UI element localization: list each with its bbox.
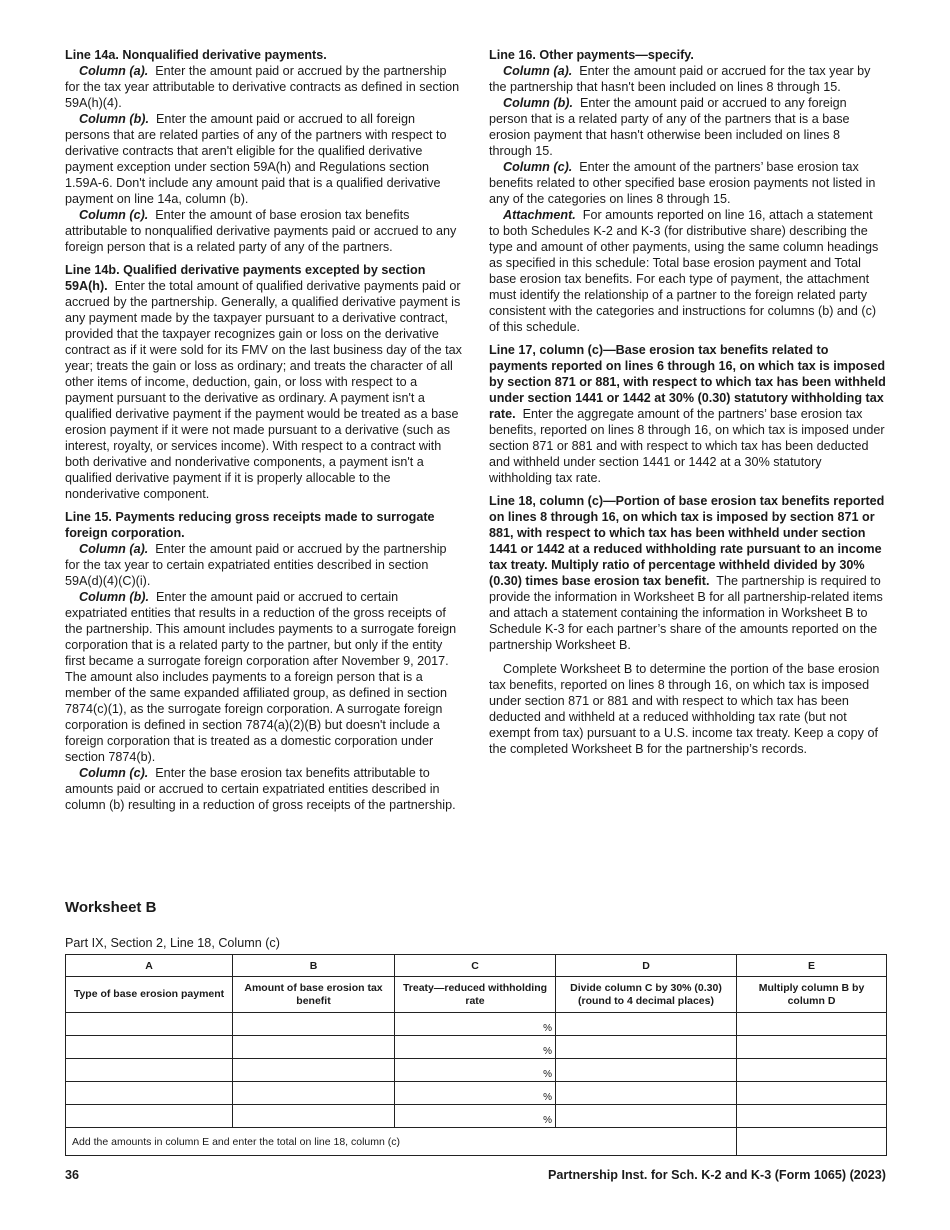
line-16-section bbox=[489, 47, 886, 335]
column-header: Divide column C by 30% (0.30) (round to 4 decimal places) bbox=[556, 977, 737, 1013]
tax-benefit-cell[interactable] bbox=[233, 1036, 395, 1059]
column-letter: A bbox=[66, 955, 233, 977]
right-column bbox=[489, 47, 886, 764]
line-16-col-a: Column (a). Enter the amount paid or accrued for the tax year by the partnership that hasn't been included on lines 8 through 15. bbox=[489, 64, 871, 94]
column-header: Treaty—reduced withholding rate bbox=[395, 977, 556, 1013]
worksheet-header-row bbox=[66, 977, 887, 1013]
line-17-paragraph: Line 17, column (c)—Base erosion tax benefits related to payments reported on lines 6 through 16, on which tax is imposed by section 871 or 881, with respect to which tax has been withheld under section 1441 or 1442 at 30% (0.30) statutory withholding tax rate. Enter the aggregate amount of the partners’ base erosion tax benefits, reported on lines 8 through 16, on which tax is imposed under section 871 or 881 and with respect to which tax has been deducted and withheld under section 1441 or 1442 at a 30% statutory withholding tax rate. bbox=[489, 343, 886, 485]
line-15-section bbox=[65, 509, 462, 813]
table-row bbox=[66, 1013, 887, 1036]
ratio-cell[interactable] bbox=[556, 1082, 737, 1105]
column-letter: C bbox=[395, 955, 556, 977]
ratio-cell[interactable] bbox=[556, 1036, 737, 1059]
line-16-col-b: Column (b). Enter the amount paid or accrued to any foreign person that is a related party of any of the partners that is a base erosion payment that hasn't otherwise been included on lines 8 through 15. bbox=[489, 96, 850, 158]
treaty-rate-cell[interactable]: % bbox=[395, 1105, 556, 1128]
footer-doc-title: Partnership Inst. for Sch. K-2 and K-3 (Form 1065) (2023) bbox=[547, 1168, 886, 1182]
treaty-rate-cell[interactable]: % bbox=[395, 1059, 556, 1082]
tax-benefit-cell[interactable] bbox=[233, 1082, 395, 1105]
line-15-col-a: Column (a). Enter the amount paid or accrued by the partnership for the tax year to certain expatriated entities described in section 59A(d)(4)(C)(i). bbox=[65, 542, 447, 588]
column-letter: D bbox=[556, 955, 737, 977]
treaty-rate-cell[interactable]: % bbox=[395, 1013, 556, 1036]
line-15-heading: Line 15. Payments reducing gross receipts made to surrogate foreign corporation. bbox=[65, 510, 435, 540]
left-column bbox=[65, 47, 462, 820]
line-15-col-b: Column (b). Enter the amount paid or accrued to certain expatriated entities that results in a reduction of the gross receipts of the partnership. This amount includes payments to a surrogate foreign corporation that is a related party to the partner, but only if the entity first became a surrogate foreign corporation after November 9, 2017. The amount also includes payments to a foreign person that is a member of the same expanded affiliated group, as defined in section 7874(c)(1), as the surrogate foreign corporation. A surrogate foreign corporation is defined in section 7874(a)(2)(B) but doesn't include a foreign corporation that is treated as a domestic corporation under section 7874(b). bbox=[65, 590, 457, 764]
column-letter: B bbox=[233, 955, 395, 977]
line-14a-section bbox=[65, 47, 462, 255]
line-16-attachment: Attachment. For amounts reported on line 16, attach a statement to both Schedules K-2 and K-3 (for distributive share) describing the type and amount of other payments, using the same column headings as specified in this schedule: Total base erosion payment and Total base erosion tax benefits. For each type of payment, the attachment must identify the relationship of a partner to the foreign related party consistent with the categories and instructions for columns (b) and (c) of this schedule. bbox=[489, 208, 879, 334]
line-14a-heading: Line 14a. Nonqualified derivative payments. bbox=[65, 48, 327, 62]
tax-benefit-cell[interactable] bbox=[233, 1059, 395, 1082]
table-row bbox=[66, 1105, 887, 1128]
column-header: Type of base erosion payment bbox=[66, 977, 233, 1013]
ratio-cell[interactable] bbox=[556, 1059, 737, 1082]
product-cell[interactable] bbox=[737, 1013, 887, 1036]
total-label: Add the amounts in column E and enter the total on line 18, column (c) bbox=[66, 1128, 737, 1156]
table-row bbox=[66, 1036, 887, 1059]
page-number: 36 bbox=[65, 1168, 80, 1182]
line-15-col-c: Column (c). Enter the base erosion tax benefits attributable to amounts paid or accrued to certain expatriated entities described in column (b) resulting in a reduction of gross receipts of the partnership. bbox=[65, 766, 456, 812]
line-18-paragraph-2: Complete Worksheet B to determine the portion of the base erosion tax benefits, reported on lines 8 through 16, on which tax is imposed under section 871 or 881 and with respect to which tax has been deducted and withheld at a reduced withholding tax rate (but not exempt from tax) pursuant to a U.S. income tax treaty. Keep a copy of the completed Worksheet B for the partnership’s records. bbox=[489, 662, 880, 756]
line-17-section bbox=[489, 342, 886, 486]
column-letter: E bbox=[737, 955, 887, 977]
line-18-heading: Line 18, column (c)—Portion of base erosion tax benefits reported on lines 8 through 16, on which tax is imposed by section 871 or 881, with respect to which tax has been withheld under section 1441 or 1442 at a reduced withholding rate pursuant to an income tax treaty. Multiply ratio of percentage withheld divided by 30% (0.30) times base erosion tax benefit. bbox=[489, 494, 885, 588]
product-cell[interactable] bbox=[737, 1059, 887, 1082]
worksheet-total-row bbox=[66, 1128, 887, 1156]
treaty-rate-cell[interactable]: % bbox=[395, 1082, 556, 1105]
payment-type-cell[interactable] bbox=[66, 1036, 233, 1059]
worksheet-letter-row bbox=[66, 955, 887, 977]
line-14a-col-c: Column (c). Enter the amount of base erosion tax benefits attributable to nonqualified derivative payments paid or accrued to any foreign person that is a related party of any of the partners. bbox=[65, 208, 457, 254]
line-14a-col-b: Column (b). Enter the amount paid or accrued to all foreign persons that are related parties of any of the partners with respect to derivative contracts that aren't eligible for the qualified derivative payment exception under section 59A(h) and Regulations section 1.59A-6. Don't include any amount paid that is a qualified derivative payment on line 14a, column (b). bbox=[65, 112, 447, 206]
line-14b-section bbox=[65, 262, 462, 502]
line-17-heading: Line 17, column (c)—Base erosion tax benefits related to payments reported on lines 6 through 16, on which tax is imposed by section 871 or 881, with respect to which tax has been withheld under section 1441 or 1442 at 30% (0.30) statutory withholding tax rate. bbox=[489, 343, 886, 421]
line-14b-heading: Line 14b. Qualified derivative payments excepted by section 59A(h). bbox=[65, 263, 426, 293]
line-18-paragraph: Line 18, column (c)—Portion of base erosion tax benefits reported on lines 8 through 16, on which tax is imposed by section 871 or 881, with respect to which tax has been withheld under section 1441 or 1442 at a reduced withholding rate pursuant to an income tax treaty. Multiply ratio of percentage withheld divided by 30% (0.30) times base erosion tax benefit. The partnership is required to provide the information in Worksheet B for all partnership-related items and attach a statement containing the information in Worksheet B to Schedule K-3 for each partner’s share of the amounts reported on the partnership Worksheet B. bbox=[489, 494, 885, 652]
worksheet-subtitle: Part IX, Section 2, Line 18, Column (c) bbox=[65, 936, 280, 950]
worksheet-table bbox=[65, 954, 887, 1156]
product-cell[interactable] bbox=[737, 1105, 887, 1128]
tax-benefit-cell[interactable] bbox=[233, 1105, 395, 1128]
line-16-col-c: Column (c). Enter the amount of the partners’ base erosion tax benefits related to other specified base erosion payments not listed in any of the categories on lines 8 through 15. bbox=[489, 160, 876, 206]
line-16-heading: Line 16. Other payments—specify. bbox=[489, 48, 694, 62]
column-header: Amount of base erosion tax benefit bbox=[233, 977, 395, 1013]
product-cell[interactable] bbox=[737, 1036, 887, 1059]
line-14a-col-a: Column (a). Enter the amount paid or accrued by the partnership for the tax year attributable to derivative contracts as defined in section 59A(h)(4). bbox=[65, 64, 460, 110]
payment-type-cell[interactable] bbox=[66, 1059, 233, 1082]
payment-type-cell[interactable] bbox=[66, 1082, 233, 1105]
column-header: Multiply column B by column D bbox=[737, 977, 887, 1013]
treaty-rate-cell[interactable]: % bbox=[395, 1036, 556, 1059]
ratio-cell[interactable] bbox=[556, 1105, 737, 1128]
payment-type-cell[interactable] bbox=[66, 1013, 233, 1036]
line-18-section bbox=[489, 493, 886, 757]
table-row bbox=[66, 1059, 887, 1082]
total-cell[interactable] bbox=[737, 1128, 887, 1156]
worksheet-title: Worksheet B bbox=[65, 899, 157, 916]
payment-type-cell[interactable] bbox=[66, 1105, 233, 1128]
table-row bbox=[66, 1082, 887, 1105]
ratio-cell[interactable] bbox=[556, 1013, 737, 1036]
product-cell[interactable] bbox=[737, 1082, 887, 1105]
line-14b-paragraph: Line 14b. Qualified derivative payments excepted by section 59A(h). Enter the total amount of qualified derivative payments paid or accrued by the partnership. Generally, a qualified derivative payment is any payment made by the taxpayer pursuant to a derivative contract, provided that the taxpayer recognizes gain or loss on the derivative contract as if it were sold for its FMV on the last business day of the tax year; treats the gain or loss as ordinary; and treats the character of all other items of income, deduction, gain, or loss with respect to a payment pursuant to the derivative as ordinary. A payment isn't a qualified derivative payment if the payment would be treated as a base erosion payment if it were not made pursuant to a derivative (such as interest, royalty, or services income). With respect to a contract with both derivative and nonderivative components, a payment isn't a qualified derivative payment if it is properly allocable to the nonderivative component. bbox=[65, 263, 462, 501]
tax-benefit-cell[interactable] bbox=[233, 1013, 395, 1036]
